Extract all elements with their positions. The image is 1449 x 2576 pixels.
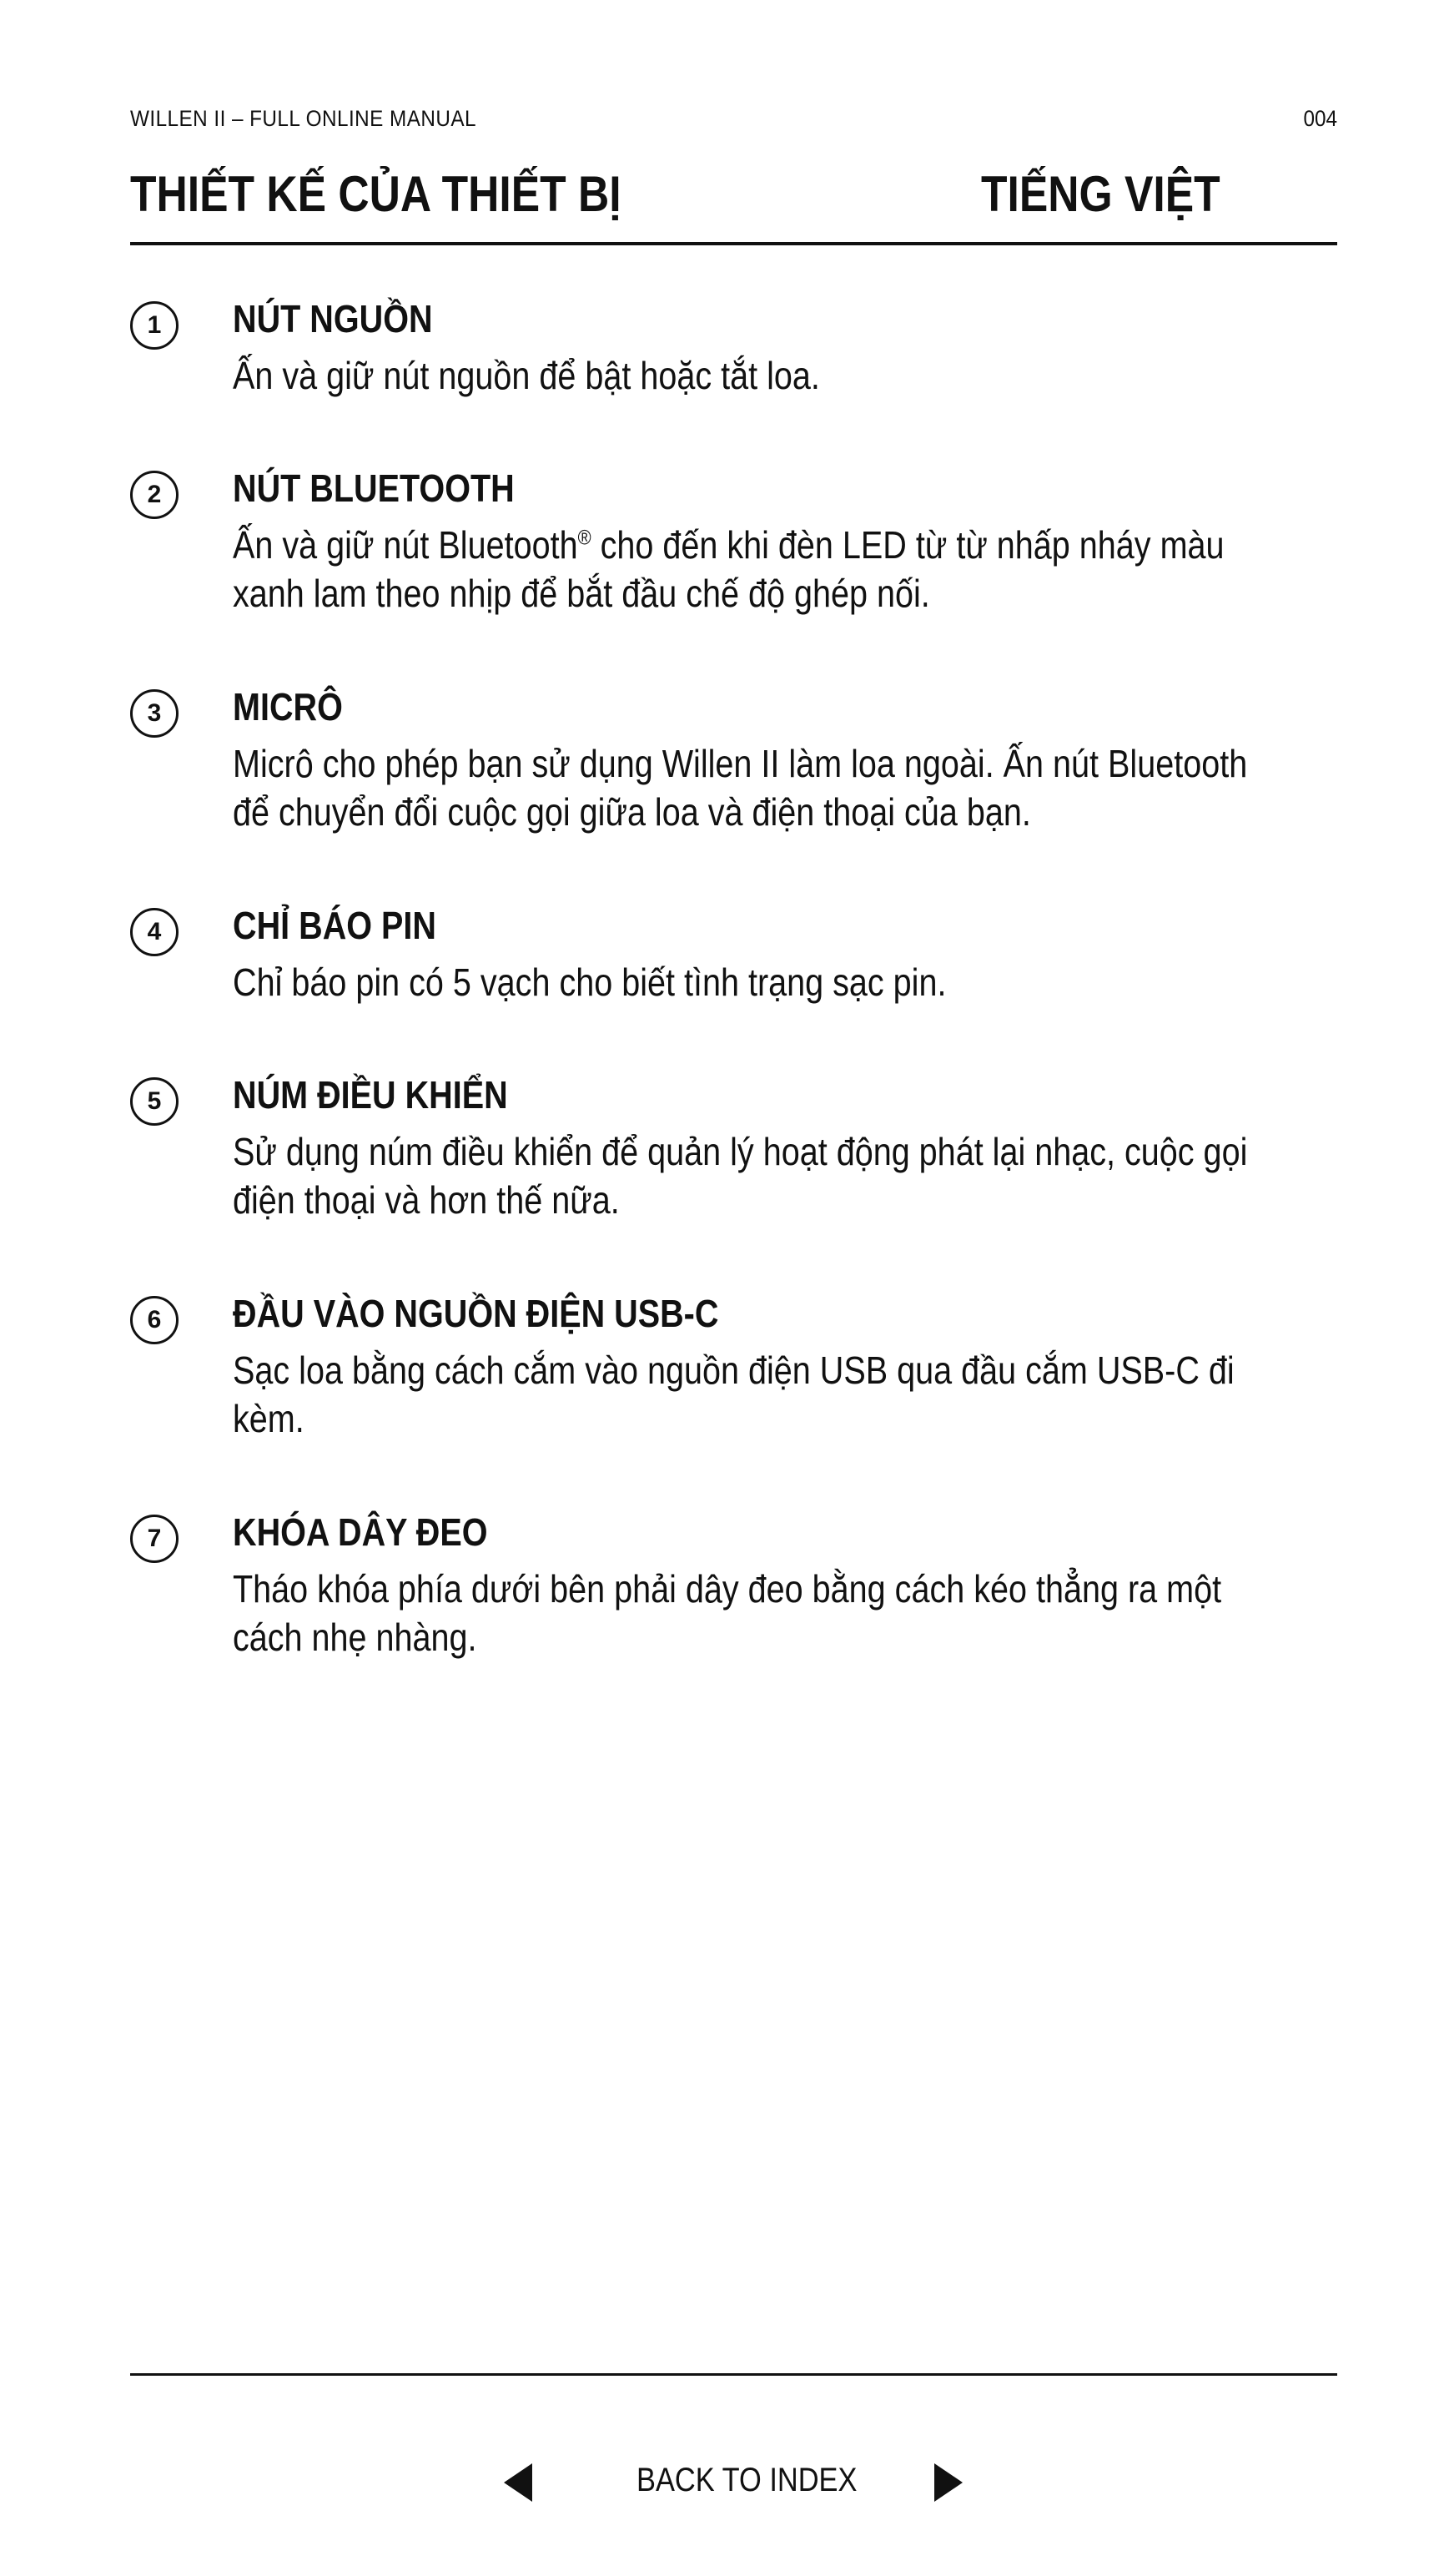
- description-line: [233, 521, 1345, 569]
- item-description: [233, 958, 1345, 1006]
- manual-title: WILLEN II – FULL ONLINE MANUAL: [130, 106, 477, 131]
- page-title: THIẾT KẾ CỦA THIẾT BỊ: [130, 166, 621, 222]
- item-description: [233, 521, 1345, 618]
- item-description: [233, 1346, 1345, 1443]
- description-line: kèm.: [233, 1397, 304, 1440]
- description-text: Ấn và giữ nút Bluetooth: [233, 523, 578, 567]
- triangle-right-icon[interactable]: [934, 2463, 963, 2502]
- item-number-badge: 2: [130, 471, 179, 519]
- item-description: [233, 1565, 1345, 1661]
- item-description: [233, 351, 1345, 400]
- back-to-index-link[interactable]: BACK TO INDEX: [636, 2462, 858, 2498]
- description-line: Micrô cho phép bạn sử dụng Willen II làm loa ngoài. Ấn nút Bluetooth: [233, 742, 1248, 785]
- description-line: để chuyển đổi cuộc gọi giữa loa và điện thoại của bạn.: [233, 790, 1031, 834]
- registered-mark: ®: [577, 526, 591, 550]
- item-title: KHÓA DÂY ĐEO: [233, 1510, 488, 1554]
- item-title: NÚM ĐIỀU KHIỂN: [233, 1073, 508, 1117]
- language-label: TIẾNG VIỆT: [981, 166, 1220, 222]
- item-number-badge: 4: [130, 908, 179, 956]
- description-line: cách nhẹ nhàng.: [233, 1616, 477, 1659]
- item-number-badge: 6: [130, 1296, 179, 1344]
- header-divider: [130, 242, 1337, 245]
- description-line: xanh lam theo nhịp để bắt đầu chế độ ghép nối.: [233, 572, 930, 615]
- description-line: điện thoại và hơn thế nữa.: [233, 1178, 620, 1222]
- description-line: Sử dụng núm điều khiển để quản lý hoạt động phát lại nhạc, cuộc gọi: [233, 1130, 1248, 1173]
- item-title: CHỈ BÁO PIN: [233, 904, 436, 947]
- item-number-badge: 3: [130, 689, 179, 738]
- description-line: Ấn và giữ nút nguồn để bật hoặc tắt loa.: [233, 354, 820, 397]
- footer-divider: [130, 2373, 1337, 2376]
- page-number: 004: [1303, 106, 1337, 131]
- description-line: Sạc loa bằng cách cắm vào nguồn điện USB qua đầu cắm USB-C đi: [233, 1348, 1235, 1392]
- item-number-badge: 1: [130, 301, 179, 350]
- item-description: [233, 1127, 1345, 1224]
- item-number-badge: 5: [130, 1077, 179, 1126]
- item-title: NÚT BLUETOOTH: [233, 466, 515, 510]
- item-title: MICRÔ: [233, 685, 343, 728]
- item-number-badge: 7: [130, 1515, 179, 1563]
- description-text: cho đến khi đèn LED từ từ nhấp nháy màu: [591, 523, 1225, 567]
- triangle-left-icon[interactable]: [504, 2463, 532, 2502]
- item-description: [233, 739, 1345, 836]
- item-title: ĐẦU VÀO NGUỒN ĐIỆN USB-C: [233, 1292, 719, 1335]
- item-title: NÚT NGUỒN: [233, 297, 433, 340]
- description-line: Chỉ báo pin có 5 vạch cho biết tình trạng sạc pin.: [233, 960, 947, 1004]
- description-line: Tháo khóa phía dưới bên phải dây đeo bằng cách kéo thẳng ra một: [233, 1567, 1222, 1611]
